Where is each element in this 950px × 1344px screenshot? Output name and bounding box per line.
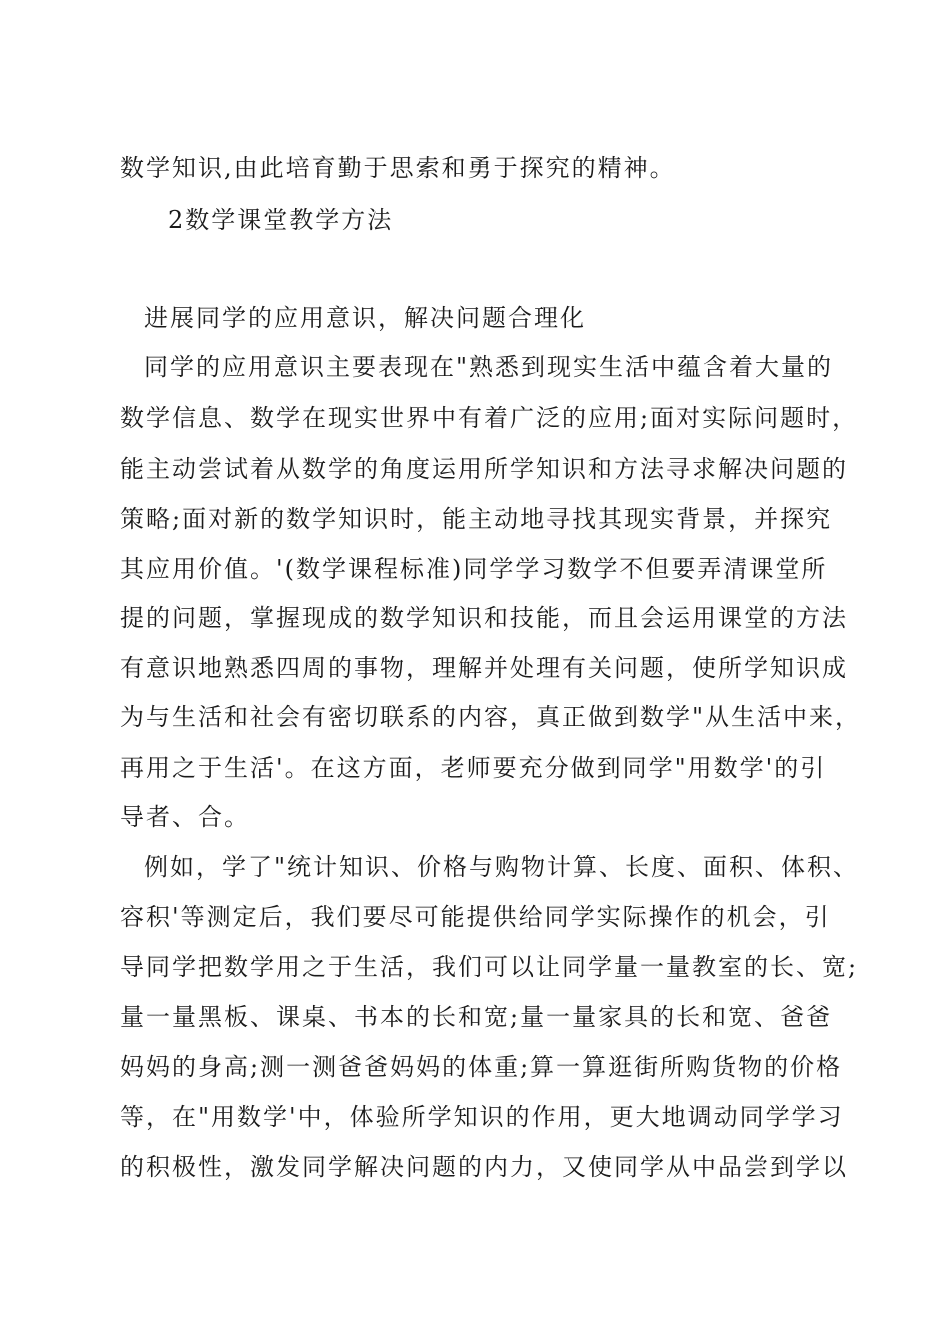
text-line: 妈妈的身高;测一测爸爸妈妈的体重;算一算逛街所购货物的价格 bbox=[120, 1053, 843, 1081]
text-line: 有意识地熟悉四周的事物，理解并处理有关问题，使所学知识成 bbox=[120, 654, 848, 682]
text-line: 的积极性，激发同学解决问题的内力，又使同学从中品尝到学以 bbox=[120, 1153, 848, 1181]
text-line: 例如，学了"统计知识、价格与购物计算、长度、面积、体积、 bbox=[144, 853, 860, 881]
text-line: 为与生活和社会有密切联系的内容，真正做到数学"从生活中来， bbox=[120, 703, 862, 731]
text-line: 容积'等测定后，我们要尽可能提供给同学实际操作的机会，引 bbox=[120, 903, 831, 931]
text-line: 提的问题，掌握现成的数学知识和技能，而且会运用课堂的方法 bbox=[120, 604, 848, 632]
text-line: 数学信息、数学在现实世界中有着广泛的应用;面对实际问题时， bbox=[120, 404, 859, 432]
text-line: 导同学把数学用之于生活，我们可以让同学量一量教室的长、宽; bbox=[120, 953, 859, 981]
text-line: 能主动尝试着从数学的角度运用所学知识和方法寻求解决问题的 bbox=[120, 455, 848, 483]
text-line: 数学知识,由此培育勤于思索和勇于探究的精神。 bbox=[120, 154, 676, 182]
text-line: 导者、合。 bbox=[120, 803, 250, 831]
text-line: 再用之于生活'。在这方面，老师要充分做到同学"用数学'的引 bbox=[120, 754, 827, 782]
text-line: 等，在"用数学'中，体验所学知识的作用，更大地调动同学学习 bbox=[120, 1103, 844, 1131]
text-line: 其应用价值。'(数学课程标准)同学学习数学不但要弄清课堂所 bbox=[120, 555, 828, 583]
text-line: 策略;面对新的数学知识时，能主动地寻找其现实背景，并探究 bbox=[120, 505, 833, 533]
text-line: 同学的应用意识主要表现在"熟悉到现实生活中蕴含着大量的 bbox=[144, 353, 834, 381]
text-line: 量一量黑板、课桌、书本的长和宽;量一量家具的长和宽、爸爸 bbox=[120, 1003, 833, 1031]
section-heading: 2数学课堂教学方法 bbox=[168, 206, 394, 234]
subsection-heading: 进展同学的应用意识，解决问题合理化 bbox=[144, 304, 586, 332]
